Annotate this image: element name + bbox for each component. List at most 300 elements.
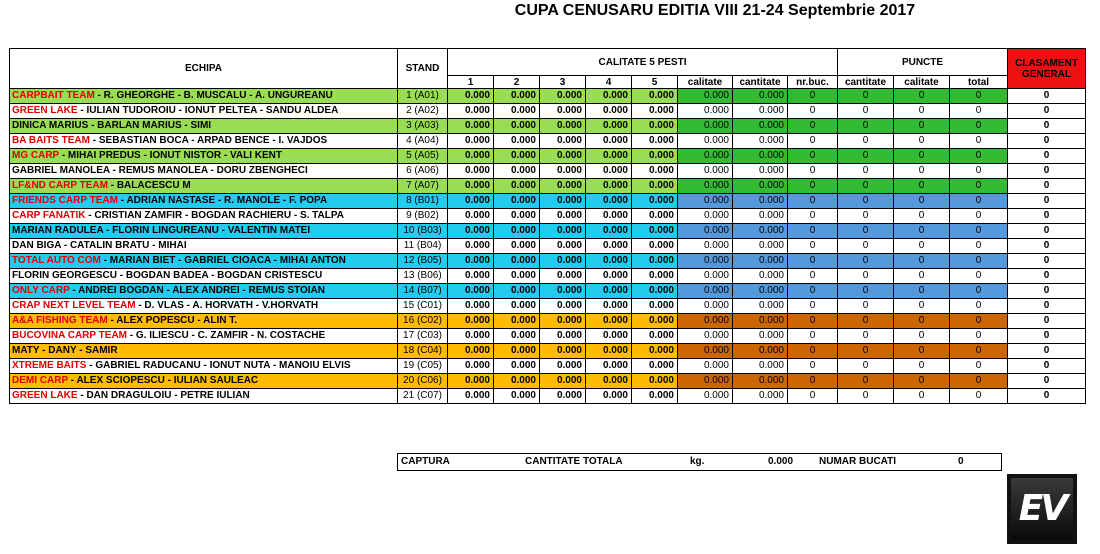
pest-4-value: 0.000 (586, 254, 632, 269)
subheader-calitate: calitate (678, 76, 733, 89)
subheader-puncte-calitate: calitate (894, 76, 950, 89)
pest-3-value: 0.000 (540, 89, 586, 104)
pest-4-value: 0.000 (586, 284, 632, 299)
stand: 10 (B03) (398, 224, 448, 239)
puncte-cantitate-value: 0 (838, 224, 894, 239)
team-name (10, 239, 398, 254)
pest-1-value: 0.000 (448, 299, 494, 314)
pest-1-value: 0.000 (448, 104, 494, 119)
team-name (10, 344, 398, 359)
header-stand: STAND (398, 49, 448, 89)
puncte-cantitate-value: 0 (838, 134, 894, 149)
calitate-value: 0.000 (678, 359, 733, 374)
puncte-cantitate-value: 0 (838, 269, 894, 284)
clasament-value: 0 (1008, 209, 1086, 224)
pest-2-value: 0.000 (494, 329, 540, 344)
pest-1-value: 0.000 (448, 119, 494, 134)
puncte-calitate-value: 0 (894, 194, 950, 209)
team-name (10, 284, 398, 299)
puncte-cantitate-value: 0 (838, 254, 894, 269)
table-row (10, 329, 1086, 344)
team-name (10, 254, 398, 269)
calitate-value: 0.000 (678, 344, 733, 359)
pest-2-value: 0.000 (494, 134, 540, 149)
pest-5-value: 0.000 (632, 254, 678, 269)
team-name (10, 359, 398, 374)
team-members: GABRIEL MANOLEA - REMUS MANOLEA - DORU ZBENGHECI (12, 165, 308, 176)
pest-1-value: 0.000 (448, 389, 494, 404)
calitate-value: 0.000 (678, 299, 733, 314)
team-name (10, 194, 398, 209)
nr-buc-value: 0 (788, 89, 838, 104)
pest-2-value: 0.000 (494, 314, 540, 329)
cantitate-value: 0.000 (733, 239, 788, 254)
pest-1-value: 0.000 (448, 284, 494, 299)
team-members: - G. ILIESCU - C. ZAMFIR - N. COSTACHE (127, 330, 326, 341)
puncte-total-value: 0 (950, 224, 1008, 239)
team-name (10, 389, 398, 404)
clasament-value: 0 (1008, 284, 1086, 299)
calitate-value: 0.000 (678, 374, 733, 389)
pest-5-value: 0.000 (632, 209, 678, 224)
ev-logo-icon: EV (1007, 474, 1077, 544)
table-row (10, 389, 1086, 404)
team-name (10, 89, 398, 104)
team-members: - IULIAN TUDOROIU - IONUT PELTEA - SANDU ALDEA (77, 105, 339, 116)
cantitate-value: 0.000 (733, 164, 788, 179)
table-row (10, 194, 1086, 209)
clasament-value: 0 (1008, 194, 1086, 209)
stand: 6 (A06) (398, 164, 448, 179)
table-row (10, 299, 1086, 314)
pest-1-value: 0.000 (448, 224, 494, 239)
team-name (10, 209, 398, 224)
pest-1-value: 0.000 (448, 374, 494, 389)
pest-2-value: 0.000 (494, 104, 540, 119)
pest-4-value: 0.000 (586, 194, 632, 209)
cantitate-value: 0.000 (733, 119, 788, 134)
stand: 20 (C06) (398, 374, 448, 389)
team-club: TOTAL AUTO COM (12, 255, 101, 266)
puncte-total-value: 0 (950, 119, 1008, 134)
puncte-cantitate-value: 0 (838, 299, 894, 314)
header-puncte: PUNCTE (838, 49, 1008, 76)
pest-4-value: 0.000 (586, 164, 632, 179)
page-title: CUPA CENUSARU EDITIA VIII 21-24 Septembrie 2017 (514, 2, 916, 19)
puncte-calitate-value: 0 (894, 254, 950, 269)
subheader-pest-5: 5 (632, 76, 678, 89)
team-name (10, 224, 398, 239)
cantitate-value: 0.000 (733, 374, 788, 389)
subheader-puncte-total: total (950, 76, 1008, 89)
puncte-calitate-value: 0 (894, 344, 950, 359)
puncte-total-value: 0 (950, 209, 1008, 224)
pest-4-value: 0.000 (586, 359, 632, 374)
pest-1-value: 0.000 (448, 269, 494, 284)
pest-4-value: 0.000 (586, 344, 632, 359)
table-row (10, 134, 1086, 149)
nr-buc-value: 0 (788, 344, 838, 359)
puncte-calitate-value: 0 (894, 104, 950, 119)
puncte-cantitate-value: 0 (838, 104, 894, 119)
calitate-value: 0.000 (678, 149, 733, 164)
pest-4-value: 0.000 (586, 119, 632, 134)
puncte-calitate-value: 0 (894, 269, 950, 284)
pest-2-value: 0.000 (494, 239, 540, 254)
pest-3-value: 0.000 (540, 284, 586, 299)
clasament-value: 0 (1008, 134, 1086, 149)
pest-3-value: 0.000 (540, 224, 586, 239)
pest-3-value: 0.000 (540, 314, 586, 329)
nr-buc-value: 0 (788, 269, 838, 284)
table-row (10, 284, 1086, 299)
team-name (10, 149, 398, 164)
table-row (10, 89, 1086, 104)
calitate-value: 0.000 (678, 119, 733, 134)
table-row (10, 209, 1086, 224)
puncte-cantitate-value: 0 (838, 314, 894, 329)
puncte-cantitate-value: 0 (838, 284, 894, 299)
team-club: GREEN LAKE (12, 105, 78, 116)
pest-5-value: 0.000 (632, 299, 678, 314)
team-members: DINICA MARIUS - BARLAN MARIUS - SIMI (12, 120, 212, 131)
pest-4-value: 0.000 (586, 89, 632, 104)
pest-2-value: 0.000 (494, 359, 540, 374)
cantitate-value: 0.000 (733, 269, 788, 284)
pest-4-value: 0.000 (586, 314, 632, 329)
nr-buc-value: 0 (788, 284, 838, 299)
team-club: CARPBAIT TEAM (12, 90, 95, 101)
cantitate-value: 0.000 (733, 104, 788, 119)
team-club: FRIENDS CARP TEAM (12, 195, 118, 206)
pest-2-value: 0.000 (494, 344, 540, 359)
clasament-value: 0 (1008, 269, 1086, 284)
numar-bucati-value: 0 (958, 456, 964, 467)
cantitate-value: 0.000 (733, 284, 788, 299)
subheader-pest-4: 4 (586, 76, 632, 89)
pest-5-value: 0.000 (632, 224, 678, 239)
stand: 1 (A01) (398, 89, 448, 104)
pest-2-value: 0.000 (494, 389, 540, 404)
pest-2-value: 0.000 (494, 89, 540, 104)
pest-5-value: 0.000 (632, 194, 678, 209)
pest-2-value: 0.000 (494, 209, 540, 224)
team-name (10, 164, 398, 179)
cantitate-value: 0.000 (733, 344, 788, 359)
team-members: - ADRIAN NASTASE - R. MANOLE - F. POPA (117, 195, 328, 206)
nr-buc-value: 0 (788, 359, 838, 374)
pest-2-value: 0.000 (494, 284, 540, 299)
clasament-value: 0 (1008, 224, 1086, 239)
pest-4-value: 0.000 (586, 329, 632, 344)
table-row (10, 239, 1086, 254)
puncte-calitate-value: 0 (894, 329, 950, 344)
calitate-value: 0.000 (678, 329, 733, 344)
puncte-calitate-value: 0 (894, 389, 950, 404)
pest-2-value: 0.000 (494, 254, 540, 269)
subheader-pest-2: 2 (494, 76, 540, 89)
team-name (10, 269, 398, 284)
puncte-calitate-value: 0 (894, 89, 950, 104)
pest-1-value: 0.000 (448, 134, 494, 149)
pest-4-value: 0.000 (586, 269, 632, 284)
pest-3-value: 0.000 (540, 134, 586, 149)
team-club: BUCOVINA CARP TEAM (12, 330, 128, 341)
stand: 5 (A05) (398, 149, 448, 164)
team-name (10, 179, 398, 194)
team-name (10, 374, 398, 389)
pest-1-value: 0.000 (448, 359, 494, 374)
puncte-total-value: 0 (950, 269, 1008, 284)
pest-3-value: 0.000 (540, 374, 586, 389)
puncte-calitate-value: 0 (894, 299, 950, 314)
puncte-calitate-value: 0 (894, 149, 950, 164)
clasament-value: 0 (1008, 179, 1086, 194)
cantitate-value: 0.000 (733, 194, 788, 209)
pest-2-value: 0.000 (494, 164, 540, 179)
team-club: CRAP NEXT LEVEL TEAM (12, 300, 136, 311)
captura-summary (397, 453, 1002, 471)
cantitate-value: 0.000 (733, 299, 788, 314)
team-name (10, 134, 398, 149)
puncte-total-value: 0 (950, 194, 1008, 209)
team-club: CARP FANATIK (12, 210, 86, 221)
pest-2-value: 0.000 (494, 194, 540, 209)
puncte-calitate-value: 0 (894, 314, 950, 329)
table-row (10, 179, 1086, 194)
puncte-cantitate-value: 0 (838, 89, 894, 104)
clasament-value: 0 (1008, 164, 1086, 179)
team-name (10, 329, 398, 344)
clasament-value: 0 (1008, 374, 1086, 389)
pest-3-value: 0.000 (540, 179, 586, 194)
calitate-value: 0.000 (678, 194, 733, 209)
calitate-value: 0.000 (678, 239, 733, 254)
puncte-total-value: 0 (950, 149, 1008, 164)
puncte-total-value: 0 (950, 299, 1008, 314)
team-members: MARIAN RADULEA - FLORIN LINGUREANU - VALENTIN MATEI (12, 225, 311, 236)
captura-label: CAPTURA (401, 456, 450, 467)
puncte-total-value: 0 (950, 314, 1008, 329)
cantitate-value: 0.000 (733, 89, 788, 104)
pest-4-value: 0.000 (586, 389, 632, 404)
puncte-cantitate-value: 0 (838, 329, 894, 344)
stand: 14 (B07) (398, 284, 448, 299)
table-row (10, 374, 1086, 389)
pest-3-value: 0.000 (540, 149, 586, 164)
team-name (10, 119, 398, 134)
stand: 19 (C05) (398, 359, 448, 374)
clasament-value: 0 (1008, 254, 1086, 269)
calitate-value: 0.000 (678, 269, 733, 284)
pest-2-value: 0.000 (494, 119, 540, 134)
team-club: DEMI CARP (12, 375, 68, 386)
pest-1-value: 0.000 (448, 254, 494, 269)
pest-4-value: 0.000 (586, 134, 632, 149)
pest-3-value: 0.000 (540, 239, 586, 254)
puncte-calitate-value: 0 (894, 284, 950, 299)
pest-5-value: 0.000 (632, 314, 678, 329)
pest-5-value: 0.000 (632, 329, 678, 344)
team-members: DAN BIGA - CATALIN BRATU - MIHAI (12, 240, 187, 251)
puncte-cantitate-value: 0 (838, 359, 894, 374)
unit-label: kg. (690, 456, 705, 467)
table-row (10, 359, 1086, 374)
calitate-value: 0.000 (678, 224, 733, 239)
pest-2-value: 0.000 (494, 269, 540, 284)
pest-5-value: 0.000 (632, 134, 678, 149)
table-row (10, 164, 1086, 179)
nr-buc-value: 0 (788, 314, 838, 329)
stand: 8 (B01) (398, 194, 448, 209)
puncte-total-value: 0 (950, 239, 1008, 254)
pest-5-value: 0.000 (632, 239, 678, 254)
table-row (10, 224, 1086, 239)
cantitate-totala-value: 0.000 (768, 456, 794, 467)
team-members: - BALACESCU M (107, 180, 191, 191)
pest-1-value: 0.000 (448, 329, 494, 344)
pest-1-value: 0.000 (448, 179, 494, 194)
stand: 16 (C02) (398, 314, 448, 329)
pest-3-value: 0.000 (540, 344, 586, 359)
subheader-nr-buc: nr.buc. (788, 76, 838, 89)
nr-buc-value: 0 (788, 329, 838, 344)
puncte-cantitate-value: 0 (838, 389, 894, 404)
clasament-value: 0 (1008, 344, 1086, 359)
team-members: - DAN DRAGULOIU - PETRE IULIAN (77, 390, 250, 401)
pest-2-value: 0.000 (494, 224, 540, 239)
puncte-calitate-value: 0 (894, 164, 950, 179)
cantitate-value: 0.000 (733, 329, 788, 344)
pest-1-value: 0.000 (448, 344, 494, 359)
pest-3-value: 0.000 (540, 299, 586, 314)
team-members: FLORIN GEORGESCU - BOGDAN BADEA - BOGDAN CRISTESCU (12, 270, 323, 281)
stand: 2 (A02) (398, 104, 448, 119)
results-table (9, 48, 1086, 404)
puncte-calitate-value: 0 (894, 119, 950, 134)
table-row (10, 344, 1086, 359)
puncte-cantitate-value: 0 (838, 194, 894, 209)
subheader-pest-1: 1 (448, 76, 494, 89)
puncte-cantitate-value: 0 (838, 239, 894, 254)
team-members: - SEBASTIAN BOCA - ARPAD BENCE - I. VAJDOS (89, 135, 328, 146)
pest-1-value: 0.000 (448, 239, 494, 254)
team-name (10, 314, 398, 329)
clasament-value: 0 (1008, 359, 1086, 374)
table-row (10, 104, 1086, 119)
table-row (10, 254, 1086, 269)
puncte-calitate-value: 0 (894, 209, 950, 224)
puncte-cantitate-value: 0 (838, 209, 894, 224)
pest-1-value: 0.000 (448, 209, 494, 224)
puncte-cantitate-value: 0 (838, 179, 894, 194)
pest-5-value: 0.000 (632, 344, 678, 359)
pest-3-value: 0.000 (540, 389, 586, 404)
pest-4-value: 0.000 (586, 224, 632, 239)
nr-buc-value: 0 (788, 224, 838, 239)
puncte-cantitate-value: 0 (838, 344, 894, 359)
pest-3-value: 0.000 (540, 269, 586, 284)
nr-buc-value: 0 (788, 104, 838, 119)
nr-buc-value: 0 (788, 389, 838, 404)
team-members: - GABRIEL RADUCANU - IONUT NUTA - MANOIU ELVIS (86, 360, 351, 371)
pest-4-value: 0.000 (586, 179, 632, 194)
calitate-value: 0.000 (678, 164, 733, 179)
stand: 7 (A07) (398, 179, 448, 194)
cantitate-value: 0.000 (733, 149, 788, 164)
calitate-value: 0.000 (678, 254, 733, 269)
pest-2-value: 0.000 (494, 299, 540, 314)
puncte-total-value: 0 (950, 179, 1008, 194)
stand: 4 (A04) (398, 134, 448, 149)
puncte-total-value: 0 (950, 89, 1008, 104)
nr-buc-value: 0 (788, 119, 838, 134)
calitate-value: 0.000 (678, 284, 733, 299)
subheader-cantitate: cantitate (733, 76, 788, 89)
pest-5-value: 0.000 (632, 284, 678, 299)
stand: 18 (C04) (398, 344, 448, 359)
pest-2-value: 0.000 (494, 179, 540, 194)
table-row (10, 269, 1086, 284)
nr-buc-value: 0 (788, 149, 838, 164)
puncte-calitate-value: 0 (894, 179, 950, 194)
table-row (10, 149, 1086, 164)
cantitate-value: 0.000 (733, 359, 788, 374)
pest-3-value: 0.000 (540, 164, 586, 179)
clasament-value: 0 (1008, 299, 1086, 314)
clasament-value: 0 (1008, 119, 1086, 134)
calitate-value: 0.000 (678, 209, 733, 224)
pest-1-value: 0.000 (448, 314, 494, 329)
puncte-total-value: 0 (950, 104, 1008, 119)
team-members: - R. GHEORGHE - B. MUSCALU - A. UNGUREANU (94, 90, 333, 101)
team-members: - ANDREI BOGDAN - ALEX ANDREI - REMUS STOIAN (69, 285, 326, 296)
pest-2-value: 0.000 (494, 374, 540, 389)
team-members: - MIHAI PREDUS - IONUT NISTOR - VALI KENT (59, 150, 283, 161)
pest-1-value: 0.000 (448, 149, 494, 164)
pest-5-value: 0.000 (632, 164, 678, 179)
puncte-cantitate-value: 0 (838, 164, 894, 179)
stand: 21 (C07) (398, 389, 448, 404)
cantitate-value: 0.000 (733, 254, 788, 269)
pest-5-value: 0.000 (632, 104, 678, 119)
calitate-value: 0.000 (678, 179, 733, 194)
puncte-total-value: 0 (950, 254, 1008, 269)
calitate-value: 0.000 (678, 134, 733, 149)
table-row (10, 119, 1086, 134)
puncte-total-value: 0 (950, 389, 1008, 404)
team-club: BA BAITS TEAM (12, 135, 90, 146)
cantitate-totala-label: CANTITATE TOTALA (525, 456, 623, 467)
puncte-total-value: 0 (950, 134, 1008, 149)
puncte-total-value: 0 (950, 284, 1008, 299)
team-club: ONLY CARP (12, 285, 70, 296)
clasament-value: 0 (1008, 89, 1086, 104)
clasament-value: 0 (1008, 329, 1086, 344)
calitate-value: 0.000 (678, 389, 733, 404)
pest-3-value: 0.000 (540, 209, 586, 224)
puncte-total-value: 0 (950, 164, 1008, 179)
puncte-total-value: 0 (950, 329, 1008, 344)
nr-buc-value: 0 (788, 179, 838, 194)
subheader-pest-3: 3 (540, 76, 586, 89)
stand: 17 (C03) (398, 329, 448, 344)
clasament-value: 0 (1008, 389, 1086, 404)
puncte-cantitate-value: 0 (838, 119, 894, 134)
pest-5-value: 0.000 (632, 149, 678, 164)
puncte-total-value: 0 (950, 359, 1008, 374)
cantitate-value: 0.000 (733, 134, 788, 149)
